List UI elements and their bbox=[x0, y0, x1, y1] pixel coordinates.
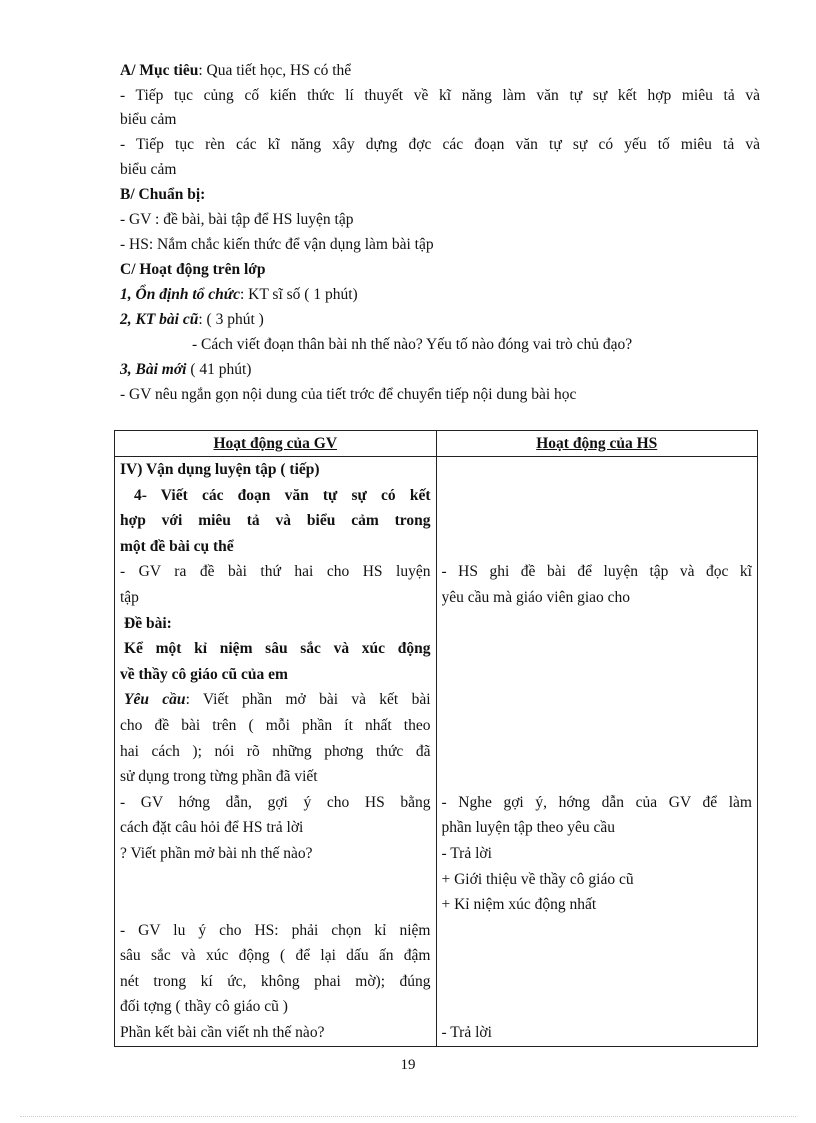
gv-topic-line: về thầy cô giáo cũ của em bbox=[120, 665, 288, 683]
objective-2-line-1: - Tiếp tục rèn các kĩ năng xây dựng đợc các đoạn văn tự sự có yếu tố miêu tả và bbox=[120, 136, 760, 153]
hs-spacer bbox=[442, 636, 753, 662]
hs-spacer bbox=[442, 994, 753, 1020]
activities-table bbox=[114, 430, 758, 1047]
gv-subsection-line: hợp với miêu tả và biểu cảm trong bbox=[120, 512, 431, 530]
gv-topic-line: Kể một kỉ niệm sâu sắc và xúc động bbox=[124, 640, 431, 658]
hs-column bbox=[436, 457, 758, 1047]
step-2-line bbox=[120, 307, 760, 332]
header-gv: Hoạt động của GV bbox=[115, 431, 437, 457]
preparation-gv: - GV : đề bài, bài tập để HS luyện tập bbox=[120, 211, 354, 228]
objective-text: : Qua tiết học, HS có thể bbox=[198, 62, 352, 79]
objective-1-line-2: biểu cảm bbox=[120, 111, 177, 128]
gv-question-line: Phần kết bài cần viết nh thế nào? bbox=[120, 1024, 325, 1042]
gv-question-line: ? Viết phần mở bài nh thế nào? bbox=[120, 844, 313, 862]
hs-spacer bbox=[442, 508, 753, 534]
table-row bbox=[115, 457, 758, 1047]
gv-spacer bbox=[120, 892, 431, 918]
hs-spacer bbox=[442, 457, 753, 483]
gv-note-line: - GV lu ý cho HS: phải chọn kỉ niệm bbox=[120, 921, 431, 939]
gv-requirement-label: Yêu cầu bbox=[124, 691, 186, 709]
gv-requirement-line: hai cách ); nói rõ những phơng thức đã bbox=[120, 742, 431, 760]
gv-spacer bbox=[120, 867, 431, 893]
step-1-label: 1, Ổn định tổ chức bbox=[120, 286, 240, 303]
gv-column bbox=[115, 457, 437, 1047]
step-3-label: 3, Bài mới bbox=[120, 361, 187, 378]
gv-task-line: - GV ra đề bài thứ hai cho HS luyện bbox=[120, 563, 431, 581]
hs-spacer bbox=[442, 969, 753, 995]
hs-response-line: yêu cầu mà giáo viên giao cho bbox=[441, 588, 631, 606]
hs-response-line: + Kỉ niệm xúc động nhất bbox=[441, 896, 597, 914]
gv-topic-label: Đề bài: bbox=[124, 614, 172, 632]
hs-response-line: - Nghe gợi ý, hớng dẫn của GV để làm bbox=[441, 793, 752, 811]
hs-response-line: + Giới thiệu về thầy cô giáo cũ bbox=[441, 870, 634, 888]
gv-section-title: IV) Vận dụng luyện tập ( tiếp) bbox=[120, 461, 320, 478]
gv-task-line: tập bbox=[120, 588, 139, 606]
gv-requirement-text: : Viết phần mở bài và kết bài bbox=[185, 691, 431, 709]
hs-spacer bbox=[442, 739, 753, 765]
hs-spacer bbox=[442, 662, 753, 688]
step-2-question: - Cách viết đoạn thân bài nh thế nào? Yếu tố nào đóng vai trò chủ đạo? bbox=[192, 336, 633, 353]
hs-response-line: - HS ghi đề bài để luyện tập và đọc kĩ bbox=[441, 563, 752, 581]
step-3-text: ( 41 phút) bbox=[186, 361, 252, 378]
hs-spacer bbox=[442, 611, 753, 637]
step-1-text: : KT sĩ số ( 1 phút) bbox=[239, 286, 358, 303]
gv-note-line: nét trong kí ức, không phai mờ); đúng bbox=[120, 972, 431, 990]
gv-subsection-line: 4- Viết các đoạn văn tự sự có kết bbox=[134, 486, 431, 504]
gv-subsection-line: một đề bài cụ thể bbox=[120, 537, 234, 555]
footer-divider bbox=[20, 1116, 796, 1117]
hs-spacer bbox=[442, 483, 753, 509]
step-2-label: 2, KT bài cũ bbox=[120, 311, 199, 328]
activity-heading: C/ Hoạt động trên lớp bbox=[120, 261, 266, 278]
page-number: 19 bbox=[400, 1057, 416, 1073]
objective-2-line-2: biểu cảm bbox=[120, 161, 177, 178]
gv-requirement-line bbox=[120, 687, 431, 713]
hs-spacer bbox=[442, 943, 753, 969]
step-3-line bbox=[120, 357, 760, 382]
hs-spacer bbox=[442, 687, 753, 713]
objective-line bbox=[120, 58, 760, 83]
gv-note-line: đối tợng ( thầy cô giáo cũ ) bbox=[120, 998, 288, 1016]
preparation-hs: - HS: Nắm chắc kiến thức để vận dụng làm bài tập bbox=[120, 236, 434, 253]
preparation-heading: B/ Chuẩn bị: bbox=[120, 186, 206, 203]
hs-spacer bbox=[442, 534, 753, 560]
gv-guide-line: - GV hớng dẫn, gợi ý cho HS bằng bbox=[120, 793, 431, 811]
gv-guide-line: cách đặt câu hỏi để HS trả lời bbox=[120, 819, 304, 837]
hs-spacer bbox=[442, 713, 753, 739]
hs-spacer bbox=[442, 764, 753, 790]
objective-1-line-1: - Tiếp tục củng cố kiến thức lí thuyết về kĩ năng làm văn tự sự kết hợp miêu tả và bbox=[120, 87, 760, 104]
step-2-text: : ( 3 phút ) bbox=[198, 311, 264, 328]
hs-spacer bbox=[442, 918, 753, 944]
gv-requirement-line: sử dụng trong từng phần đã viết bbox=[120, 768, 318, 786]
gv-requirement-line: cho đề bài trên ( mỗi phần ít nhất theo bbox=[120, 716, 431, 734]
step-3-note: - GV nêu ngắn gọn nội dung của tiết trớc để chuyển tiếp nội dung bài học bbox=[120, 386, 577, 403]
hs-response-line: phần luyện tập theo yêu cầu bbox=[441, 819, 615, 837]
gv-note-line: sâu sắc và xúc động ( để lại dấu ấn đậm bbox=[120, 947, 431, 965]
objective-heading: A/ Mục tiêu bbox=[120, 62, 199, 79]
hs-response-line: - Trả lời bbox=[441, 1024, 492, 1042]
header-hs: Hoạt động của HS bbox=[436, 431, 758, 457]
table-header-row bbox=[115, 431, 758, 457]
hs-response-line: - Trả lời bbox=[441, 844, 492, 862]
step-1-line bbox=[120, 282, 760, 307]
